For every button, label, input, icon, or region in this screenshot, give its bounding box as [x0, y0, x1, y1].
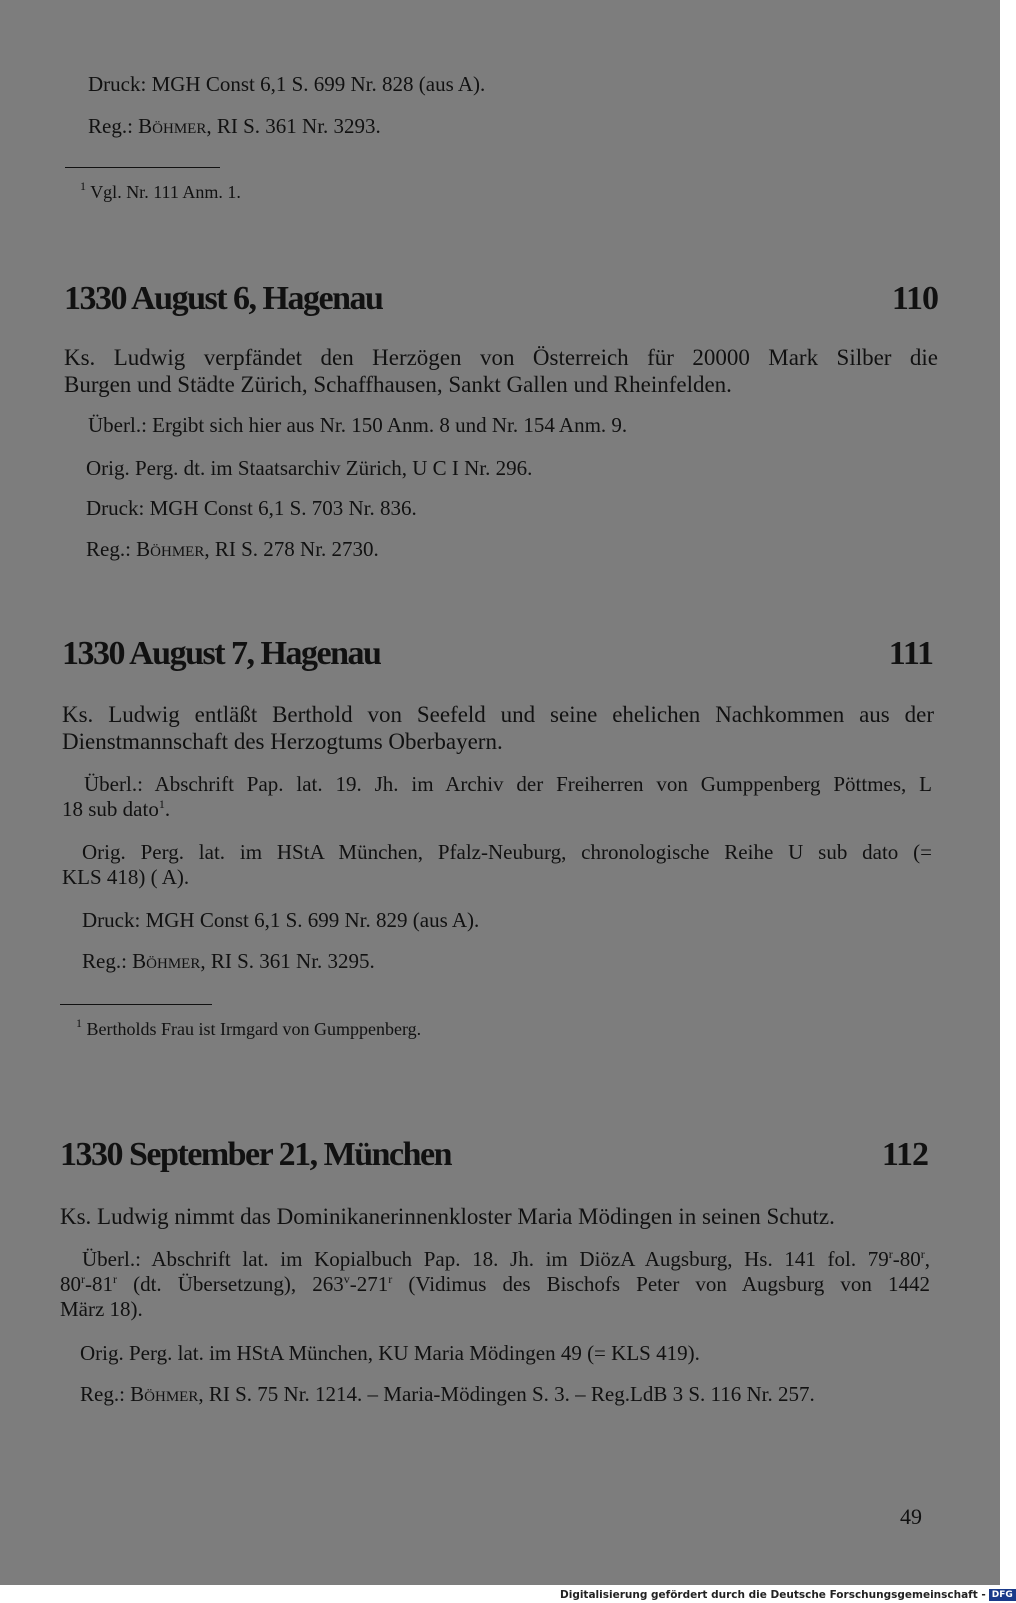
digitization-credit: Digitalisierung gefördert durch die Deutsche Forschungsgemeinschaft - DFG: [560, 1587, 998, 1603]
entry-ueberlieferung: Überl.: Abschrift Pap. lat. 19. Jh. im Archiv der Freiherren von Gumppenberg Pöttmes, L: [84, 772, 932, 796]
prev-reg: Reg.: Böhmer, RI S. 361 Nr. 3293.: [88, 114, 381, 138]
entry-original: Orig. Perg. lat. im HStA München, Pfalz-Neuburg, chronologische Reihe U sub dato (=: [82, 840, 932, 864]
entry-number: 112: [881, 1136, 928, 1173]
entry-ueberlieferung: Überl.: Abschrift lat. im Kopialbuch Pap. 18. Jh. im DiözA Augsburg, Hs. 141 fol. 79$^r$-80$^r$,: [82, 1247, 930, 1271]
entry-number: 110: [891, 280, 938, 317]
entry-druck: Druck: MGH Const 6,1 S. 703 Nr. 836.: [86, 496, 417, 520]
entry-regest-line: Ks. Ludwig verpfändet den Herzögen von Österreich für 20000 Mark Silber die: [64, 345, 938, 370]
entry-heading: 1330 September 21, München: [60, 1136, 452, 1173]
entry-heading: 1330 August 7, Hagenau: [62, 635, 381, 672]
entry-regest-line: Ks. Ludwig entläßt Berthold von Seefeld und seine ehelichen Nachkommen aus der: [62, 702, 934, 727]
entry-regesten: Reg.: Böhmer, RI S. 75 Nr. 1214. – Maria-Mödingen S. 3. – Reg.LdB 3 S. 116 Nr. 257.: [80, 1382, 815, 1406]
entry-regest-line: Burgen und Städte Zürich, Schaffhausen, Sankt Gallen und Rheinfelden.: [64, 372, 732, 397]
entry-regest-line: Dienstmannschaft des Herzogtums Oberbayern.: [62, 729, 503, 754]
entry-ueberlieferung-cont: 80$^r$-81$^r$ (dt. Übersetzung), 263$^v$-271$^r$ (Vidimus des Bischofs Peter von Augsburg von 1442: [60, 1272, 930, 1296]
entry-ueberlieferung: Überl.: Ergibt sich hier aus Nr. 150 Anm. 8 und Nr. 154 Anm. 9.: [88, 413, 628, 437]
dfg-logo: DFG: [989, 1589, 1016, 1601]
entry-original-cont: KLS 418) ( A).: [62, 865, 190, 889]
footnote-rule: [60, 1004, 212, 1005]
entry-number: 111: [888, 635, 933, 672]
entry-footnote: $^1$ Bertholds Frau ist Irmgard von Gumppenberg.: [76, 1016, 422, 1039]
entry-ueberlieferung-cont: 18 sub dato$^1$.: [62, 797, 171, 821]
entry-regest-line: Ks. Ludwig nimmt das Dominikanerinnenkloster Maria Mödingen in seinen Schutz.: [60, 1204, 835, 1229]
entry-regesten: Reg.: Böhmer, RI S. 361 Nr. 3295.: [82, 949, 375, 973]
entry-original: Orig. Perg. lat. im HStA München, KU Maria Mödingen 49 (= KLS 419).: [80, 1341, 700, 1365]
entry-ueberlieferung-cont: März 18).: [60, 1297, 143, 1321]
entry-druck: Druck: MGH Const 6,1 S. 699 Nr. 829 (aus A).: [82, 908, 480, 932]
prev-druck: Druck: MGH Const 6,1 S. 699 Nr. 828 (aus A).: [88, 72, 486, 96]
entry-regesten: Reg.: Böhmer, RI S. 278 Nr. 2730.: [86, 537, 379, 561]
prev-footnote: $^1$ Vgl. Nr. 111 Anm. 1.: [80, 179, 241, 202]
entry-original: Orig. Perg. dt. im Staatsarchiv Zürich, U C I Nr. 296.: [86, 456, 533, 480]
footnote-rule: [65, 167, 220, 168]
entry-heading: 1330 August 6, Hagenau: [64, 280, 383, 317]
page-number: 49: [900, 1504, 922, 1529]
